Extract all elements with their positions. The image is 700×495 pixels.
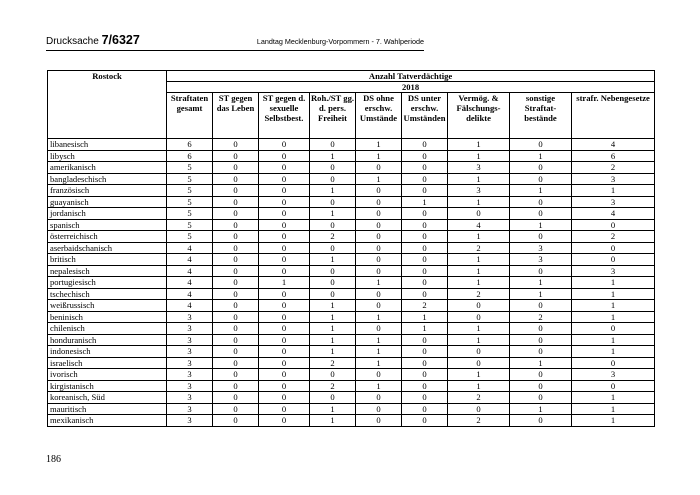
table-cell: 4 bbox=[572, 208, 655, 220]
table-cell: 0 bbox=[213, 219, 259, 231]
table-cell: 1 bbox=[572, 277, 655, 289]
table-cell: 0 bbox=[356, 162, 402, 174]
table-cell: 0 bbox=[213, 311, 259, 323]
table-cell: 3 bbox=[572, 173, 655, 185]
table-cell: 6 bbox=[572, 150, 655, 162]
table-row bbox=[48, 208, 655, 220]
parliament-label: Landtag Mecklenburg-Vorpommern - 7. Wahlperiode bbox=[256, 37, 424, 46]
row-label: nepalesisch bbox=[48, 265, 167, 277]
table-row bbox=[48, 231, 655, 243]
row-label: mauritisch bbox=[48, 403, 167, 415]
table-cell: 0 bbox=[402, 219, 448, 231]
page-number: 186 bbox=[46, 454, 61, 465]
table-cell: 0 bbox=[448, 300, 510, 312]
table-cell: 2 bbox=[310, 357, 356, 369]
table-cell: 0 bbox=[402, 162, 448, 174]
table-cell: 0 bbox=[356, 196, 402, 208]
table-cell: 0 bbox=[213, 323, 259, 335]
table-cell: 0 bbox=[402, 357, 448, 369]
column-header: ST gegen das Leben bbox=[213, 93, 259, 139]
column-header: Straftaten gesamt bbox=[167, 93, 213, 139]
table-cell: 3 bbox=[167, 323, 213, 335]
table-cell: 1 bbox=[448, 323, 510, 335]
table-cell: 0 bbox=[448, 311, 510, 323]
table-cell: 0 bbox=[310, 242, 356, 254]
table-cell: 1 bbox=[356, 139, 402, 151]
table-cell: 0 bbox=[510, 139, 572, 151]
table-cell: 0 bbox=[310, 392, 356, 404]
row-label: libysch bbox=[48, 150, 167, 162]
table-row bbox=[48, 346, 655, 358]
table-cell: 0 bbox=[310, 173, 356, 185]
table-cell: 0 bbox=[213, 242, 259, 254]
table-row bbox=[48, 265, 655, 277]
table-cell: 0 bbox=[213, 185, 259, 197]
table-cell: 2 bbox=[448, 288, 510, 300]
page-header bbox=[46, 30, 424, 51]
table-cell: 1 bbox=[572, 185, 655, 197]
table-cell: 0 bbox=[356, 219, 402, 231]
table-cell: 1 bbox=[572, 346, 655, 358]
table-row bbox=[48, 219, 655, 231]
table-cell: 5 bbox=[167, 208, 213, 220]
table-cell: 1 bbox=[510, 277, 572, 289]
row-label: spanisch bbox=[48, 219, 167, 231]
table-body bbox=[48, 139, 655, 427]
table-cell: 0 bbox=[356, 369, 402, 381]
table-cell: 1 bbox=[310, 323, 356, 335]
table-cell: 3 bbox=[167, 392, 213, 404]
table-cell: 1 bbox=[448, 265, 510, 277]
table-cell: 0 bbox=[259, 415, 310, 427]
column-header: sonstige Straftat-bestände bbox=[510, 93, 572, 139]
table-cell: 2 bbox=[448, 415, 510, 427]
table-cell: 1 bbox=[448, 173, 510, 185]
table-cell: 2 bbox=[572, 231, 655, 243]
table-cell: 0 bbox=[356, 242, 402, 254]
table-cell: 0 bbox=[310, 219, 356, 231]
table-row bbox=[48, 392, 655, 404]
table-cell: 0 bbox=[310, 369, 356, 381]
table-cell: 0 bbox=[510, 346, 572, 358]
table-cell: 1 bbox=[259, 277, 310, 289]
table-cell: 0 bbox=[402, 334, 448, 346]
table-cell: 1 bbox=[510, 219, 572, 231]
table-cell: 0 bbox=[402, 139, 448, 151]
table-cell: 0 bbox=[259, 334, 310, 346]
table-row bbox=[48, 311, 655, 323]
table-cell: 0 bbox=[448, 346, 510, 358]
table-cell: 0 bbox=[213, 369, 259, 381]
table-cell: 1 bbox=[402, 196, 448, 208]
table-row bbox=[48, 415, 655, 427]
table-row bbox=[48, 357, 655, 369]
table-cell: 1 bbox=[448, 150, 510, 162]
table-cell: 0 bbox=[259, 403, 310, 415]
table-cell: 0 bbox=[259, 185, 310, 197]
table-cell: 1 bbox=[510, 288, 572, 300]
table-row bbox=[48, 150, 655, 162]
column-header: ST gegen d. sexuelle Selbstbest. bbox=[259, 93, 310, 139]
table-cell: 0 bbox=[402, 173, 448, 185]
table-cell: 3 bbox=[167, 380, 213, 392]
table-cell: 0 bbox=[259, 288, 310, 300]
table-cell: 0 bbox=[213, 231, 259, 243]
table-cell: 4 bbox=[167, 288, 213, 300]
table-row bbox=[48, 196, 655, 208]
table-cell: 0 bbox=[213, 334, 259, 346]
table-cell: 0 bbox=[356, 231, 402, 243]
table-cell: 2 bbox=[448, 242, 510, 254]
table-cell: 1 bbox=[402, 311, 448, 323]
table-cell: 0 bbox=[310, 288, 356, 300]
table-cell: 0 bbox=[259, 254, 310, 266]
table-row bbox=[48, 403, 655, 415]
table-cell: 1 bbox=[356, 334, 402, 346]
table-cell: 0 bbox=[402, 380, 448, 392]
table-cell: 0 bbox=[448, 208, 510, 220]
table-cell: 1 bbox=[356, 346, 402, 358]
table-cell: 0 bbox=[402, 288, 448, 300]
table-cell: 0 bbox=[510, 173, 572, 185]
table-cell: 0 bbox=[259, 300, 310, 312]
table-cell: 0 bbox=[259, 357, 310, 369]
table-cell: 1 bbox=[356, 311, 402, 323]
table-cell: 0 bbox=[259, 311, 310, 323]
table-cell: 3 bbox=[572, 265, 655, 277]
table-cell: 1 bbox=[310, 185, 356, 197]
table-row bbox=[48, 300, 655, 312]
table-cell: 0 bbox=[572, 357, 655, 369]
table-cell: 0 bbox=[259, 323, 310, 335]
table-cell: 0 bbox=[356, 300, 402, 312]
table-cell: 1 bbox=[310, 208, 356, 220]
table-cell: 0 bbox=[259, 265, 310, 277]
table-cell: 1 bbox=[448, 196, 510, 208]
table-cell: 3 bbox=[167, 369, 213, 381]
table-cell: 0 bbox=[510, 380, 572, 392]
table-cell: 0 bbox=[572, 380, 655, 392]
table-cell: 1 bbox=[510, 185, 572, 197]
table-cell: 2 bbox=[448, 392, 510, 404]
table-cell: 0 bbox=[213, 415, 259, 427]
table-cell: 0 bbox=[213, 196, 259, 208]
table-row bbox=[48, 369, 655, 381]
table-cell: 1 bbox=[310, 334, 356, 346]
table-cell: 0 bbox=[310, 277, 356, 289]
table-cell: 0 bbox=[572, 219, 655, 231]
row-label: ivorisch bbox=[48, 369, 167, 381]
table-cell: 1 bbox=[572, 334, 655, 346]
table-cell: 0 bbox=[213, 357, 259, 369]
table-cell: 0 bbox=[510, 208, 572, 220]
table-cell: 0 bbox=[572, 254, 655, 266]
table-cell: 5 bbox=[167, 219, 213, 231]
table-cell: 0 bbox=[356, 185, 402, 197]
table-cell: 0 bbox=[510, 265, 572, 277]
table-cell: 1 bbox=[448, 334, 510, 346]
table-cell: 0 bbox=[259, 392, 310, 404]
row-label: britisch bbox=[48, 254, 167, 266]
table-cell: 1 bbox=[448, 139, 510, 151]
table-cell: 0 bbox=[402, 242, 448, 254]
table-cell: 0 bbox=[356, 415, 402, 427]
table-row bbox=[48, 242, 655, 254]
table-cell: 0 bbox=[259, 231, 310, 243]
table-cell: 0 bbox=[356, 265, 402, 277]
table-cell: 1 bbox=[310, 300, 356, 312]
table-cell: 0 bbox=[402, 392, 448, 404]
table-cell: 0 bbox=[213, 392, 259, 404]
table-cell: 1 bbox=[510, 150, 572, 162]
table-cell: 1 bbox=[402, 323, 448, 335]
table-cell: 1 bbox=[356, 277, 402, 289]
table-cell: 0 bbox=[213, 139, 259, 151]
table-cell: 0 bbox=[213, 265, 259, 277]
table-cell: 3 bbox=[167, 346, 213, 358]
table-cell: 0 bbox=[510, 392, 572, 404]
table-cell: 5 bbox=[167, 185, 213, 197]
table-cell: 2 bbox=[510, 311, 572, 323]
table-cell: 0 bbox=[510, 196, 572, 208]
table-cell: 1 bbox=[572, 392, 655, 404]
table-cell: 0 bbox=[213, 173, 259, 185]
table-cell: 5 bbox=[167, 196, 213, 208]
row-label: portugiesisch bbox=[48, 277, 167, 289]
table-cell: 0 bbox=[259, 162, 310, 174]
table-cell: 0 bbox=[510, 369, 572, 381]
column-header: strafr. Nebengesetze bbox=[572, 93, 655, 139]
row-label: kirgistanisch bbox=[48, 380, 167, 392]
table-cell: 0 bbox=[213, 403, 259, 415]
table-cell: 5 bbox=[167, 173, 213, 185]
table-cell: 1 bbox=[310, 415, 356, 427]
table-cell: 0 bbox=[259, 139, 310, 151]
table-cell: 0 bbox=[310, 139, 356, 151]
table-cell: 1 bbox=[356, 380, 402, 392]
table-cell: 0 bbox=[213, 300, 259, 312]
doc-number: 7/6327 bbox=[101, 33, 140, 47]
table-cell: 0 bbox=[213, 150, 259, 162]
table-cell: 0 bbox=[213, 162, 259, 174]
table-cell: 0 bbox=[402, 277, 448, 289]
table-cell: 4 bbox=[167, 242, 213, 254]
table-cell: 0 bbox=[213, 380, 259, 392]
table-cell: 0 bbox=[402, 231, 448, 243]
table-cell: 0 bbox=[402, 254, 448, 266]
doc-label: Drucksache bbox=[46, 36, 99, 47]
table-cell: 3 bbox=[448, 185, 510, 197]
table-cell: 0 bbox=[402, 346, 448, 358]
table-cell: 1 bbox=[448, 254, 510, 266]
table-cell: 0 bbox=[213, 277, 259, 289]
row-label: amerikanisch bbox=[48, 162, 167, 174]
table-cell: 1 bbox=[310, 346, 356, 358]
table-row bbox=[48, 277, 655, 289]
column-header: Roh./ST gg. d. pers. Freiheit bbox=[310, 93, 356, 139]
table-cell: 3 bbox=[448, 162, 510, 174]
table-cell: 0 bbox=[448, 357, 510, 369]
table-cell: 0 bbox=[572, 242, 655, 254]
table-cell: 0 bbox=[510, 334, 572, 346]
column-header: DS ohne erschw. Umstände bbox=[356, 93, 402, 139]
table-cell: 3 bbox=[572, 369, 655, 381]
table-cell: 0 bbox=[259, 173, 310, 185]
table-cell: 0 bbox=[572, 323, 655, 335]
table-cell: 1 bbox=[310, 254, 356, 266]
table-row bbox=[48, 185, 655, 197]
year-header: 2018 bbox=[167, 82, 655, 93]
row-label: jordanisch bbox=[48, 208, 167, 220]
table-cell: 0 bbox=[356, 392, 402, 404]
table-cell: 3 bbox=[167, 415, 213, 427]
statistics-table bbox=[47, 70, 655, 427]
table-cell: 0 bbox=[356, 288, 402, 300]
table-cell: 0 bbox=[259, 150, 310, 162]
table-cell: 0 bbox=[402, 403, 448, 415]
table-cell: 0 bbox=[510, 162, 572, 174]
row-label: aserbaidschanisch bbox=[48, 242, 167, 254]
table-row bbox=[48, 162, 655, 174]
table-cell: 0 bbox=[213, 288, 259, 300]
table-cell: 0 bbox=[510, 415, 572, 427]
table-row bbox=[48, 380, 655, 392]
table-cell: 0 bbox=[213, 208, 259, 220]
table-cell: 0 bbox=[259, 219, 310, 231]
table-cell: 1 bbox=[356, 173, 402, 185]
row-label: weißrussisch bbox=[48, 300, 167, 312]
table-cell: 0 bbox=[510, 300, 572, 312]
table-cell: 3 bbox=[510, 254, 572, 266]
table-cell: 1 bbox=[310, 150, 356, 162]
document-number bbox=[46, 33, 140, 47]
table-cell: 3 bbox=[167, 311, 213, 323]
table-row bbox=[48, 323, 655, 335]
row-label: tschechisch bbox=[48, 288, 167, 300]
table-cell: 0 bbox=[448, 403, 510, 415]
table-row bbox=[48, 254, 655, 266]
table-cell: 0 bbox=[356, 208, 402, 220]
table-cell: 0 bbox=[259, 196, 310, 208]
table-cell: 1 bbox=[510, 357, 572, 369]
table-cell: 0 bbox=[259, 208, 310, 220]
table-row bbox=[48, 288, 655, 300]
table-cell: 5 bbox=[167, 162, 213, 174]
table-cell: 0 bbox=[259, 380, 310, 392]
table-cell: 2 bbox=[310, 380, 356, 392]
table-cell: 0 bbox=[402, 415, 448, 427]
table-cell: 0 bbox=[510, 231, 572, 243]
corner-header: Rostock bbox=[48, 71, 167, 139]
table-cell: 1 bbox=[448, 277, 510, 289]
table-cell: 3 bbox=[510, 242, 572, 254]
row-label: beninisch bbox=[48, 311, 167, 323]
table-cell: 1 bbox=[448, 369, 510, 381]
row-label: libanesisch bbox=[48, 139, 167, 151]
table-cell: 1 bbox=[310, 403, 356, 415]
row-label: guayanisch bbox=[48, 196, 167, 208]
table-cell: 0 bbox=[356, 323, 402, 335]
table-cell: 1 bbox=[448, 231, 510, 243]
table-cell: 1 bbox=[356, 150, 402, 162]
table-row bbox=[48, 139, 655, 151]
table-cell: 1 bbox=[510, 403, 572, 415]
row-label: französisch bbox=[48, 185, 167, 197]
row-label: honduranisch bbox=[48, 334, 167, 346]
table-cell: 1 bbox=[356, 357, 402, 369]
column-header: DS unter erschw. Umständen bbox=[402, 93, 448, 139]
table-cell: 0 bbox=[310, 265, 356, 277]
table-cell: 0 bbox=[510, 323, 572, 335]
table-cell: 2 bbox=[572, 162, 655, 174]
row-label: indonesisch bbox=[48, 346, 167, 358]
table-cell: 4 bbox=[448, 219, 510, 231]
table-cell: 0 bbox=[310, 196, 356, 208]
table-cell: 0 bbox=[259, 369, 310, 381]
table-cell: 3 bbox=[572, 196, 655, 208]
table-cell: 0 bbox=[259, 242, 310, 254]
table-cell: 0 bbox=[402, 208, 448, 220]
table-cell: 1 bbox=[572, 415, 655, 427]
table-cell: 4 bbox=[167, 265, 213, 277]
row-label: bangladeschisch bbox=[48, 173, 167, 185]
table-cell: 0 bbox=[402, 265, 448, 277]
table-cell: 0 bbox=[356, 403, 402, 415]
table-cell: 1 bbox=[572, 403, 655, 415]
table-cell: 0 bbox=[402, 185, 448, 197]
row-label: israelisch bbox=[48, 357, 167, 369]
table-cell: 1 bbox=[310, 311, 356, 323]
table-cell: 4 bbox=[167, 300, 213, 312]
table-row bbox=[48, 173, 655, 185]
table-cell: 6 bbox=[167, 150, 213, 162]
table-cell: 0 bbox=[402, 369, 448, 381]
table-cell: 0 bbox=[310, 162, 356, 174]
column-header: Vermög. & Fälschungs-delikte bbox=[448, 93, 510, 139]
table-cell: 0 bbox=[213, 254, 259, 266]
table-cell: 3 bbox=[167, 403, 213, 415]
table-cell: 0 bbox=[402, 150, 448, 162]
table-cell: 3 bbox=[167, 334, 213, 346]
table-cell: 0 bbox=[259, 346, 310, 358]
group-header: Anzahl Tatverdächtige bbox=[167, 71, 655, 82]
table-cell: 1 bbox=[572, 311, 655, 323]
table-cell: 2 bbox=[310, 231, 356, 243]
table-cell: 5 bbox=[167, 231, 213, 243]
row-label: mexikanisch bbox=[48, 415, 167, 427]
row-label: österreichisch bbox=[48, 231, 167, 243]
row-label: koreanisch, Süd bbox=[48, 392, 167, 404]
table-cell: 2 bbox=[402, 300, 448, 312]
table-cell: 4 bbox=[167, 254, 213, 266]
table-cell: 1 bbox=[448, 380, 510, 392]
table-cell: 1 bbox=[572, 288, 655, 300]
table-row bbox=[48, 334, 655, 346]
table-cell: 0 bbox=[356, 254, 402, 266]
table-cell: 3 bbox=[167, 357, 213, 369]
table-cell: 4 bbox=[572, 139, 655, 151]
table-cell: 6 bbox=[167, 139, 213, 151]
row-label: chilenisch bbox=[48, 323, 167, 335]
table-cell: 1 bbox=[572, 300, 655, 312]
table-cell: 0 bbox=[213, 346, 259, 358]
table-cell: 4 bbox=[167, 277, 213, 289]
